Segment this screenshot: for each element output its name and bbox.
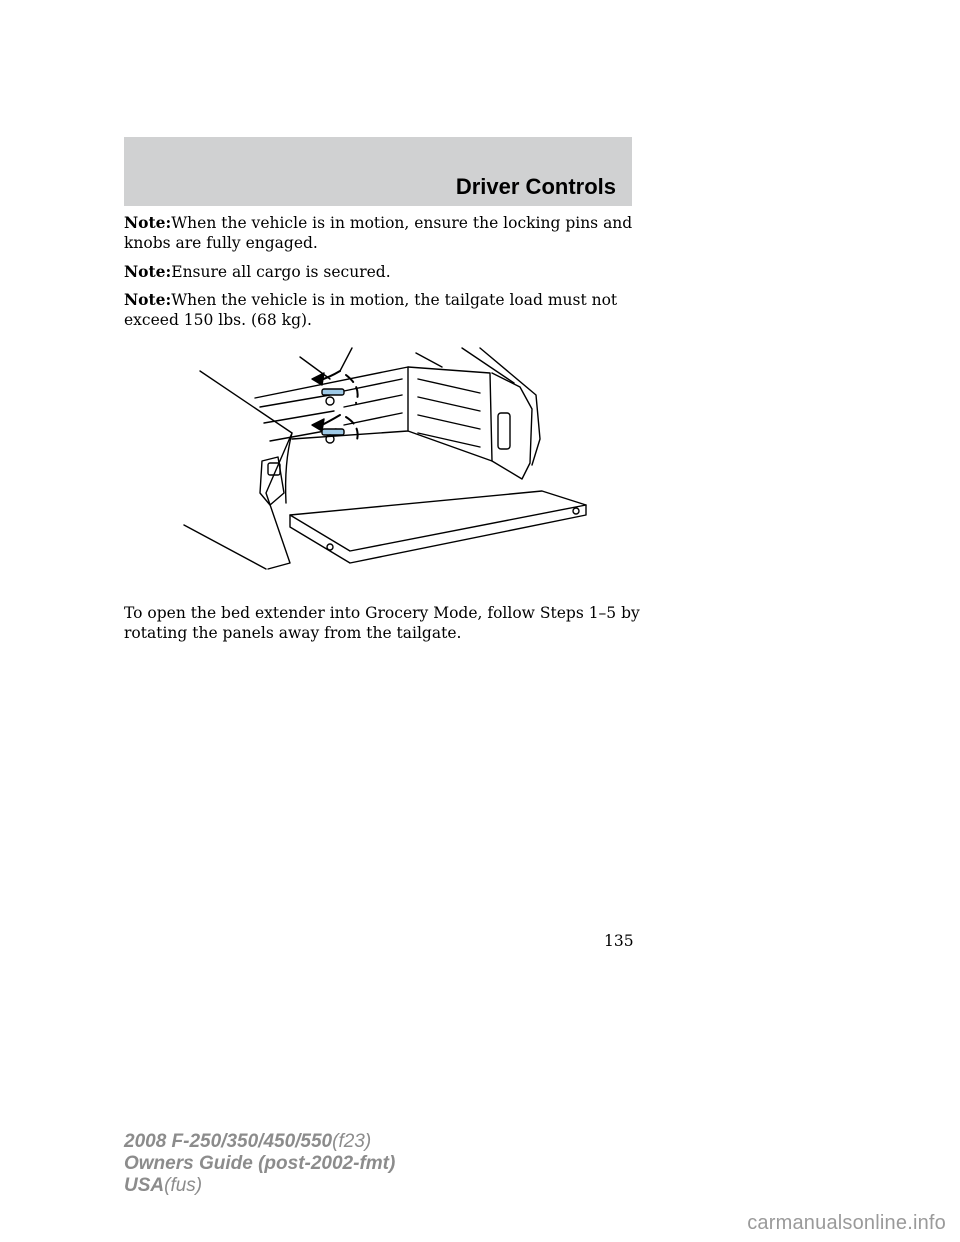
note-label: Note: (124, 213, 172, 232)
footer-market-code: (fus) (164, 1175, 203, 1196)
note-text: Ensure all cargo is secured. (171, 263, 391, 281)
footer-market: USA (124, 1175, 165, 1196)
header-band (124, 137, 632, 206)
bed-extender-illustration (180, 343, 600, 573)
footer-line-guide: Owners Guide (post-2002-fmt) (124, 1153, 396, 1174)
note-text: When the vehicle is in motion, ensure the locking pins and knobs are fully engaged. (124, 214, 633, 252)
note-text: When the vehicle is in motion, the tailgate load must not exceed 150 lbs. (68 kg). (124, 291, 618, 329)
section-title: Driver Controls (455, 174, 616, 199)
note-tailgate-load (124, 290, 644, 330)
note-motion-pins (124, 213, 644, 253)
grocery-mode-paragraph: To open the bed extender into Grocery Mode, follow Steps 1–5 by rotating the panels away from the tailgate. (124, 604, 640, 642)
page-number: 135 (604, 932, 634, 950)
footer-model: 2008 F-250/350/450/550 (124, 1131, 333, 1152)
footer-line-model (124, 1131, 395, 1153)
note-label: Note: (124, 290, 172, 309)
watermark-link[interactable]: carmanualsonline.info (747, 1212, 946, 1234)
note-label: Note: (124, 262, 172, 281)
footer-line-market (124, 1175, 395, 1197)
note-cargo-secured (124, 262, 644, 282)
document-footer (124, 1131, 395, 1197)
footer-model-code: (f23) (332, 1131, 372, 1152)
